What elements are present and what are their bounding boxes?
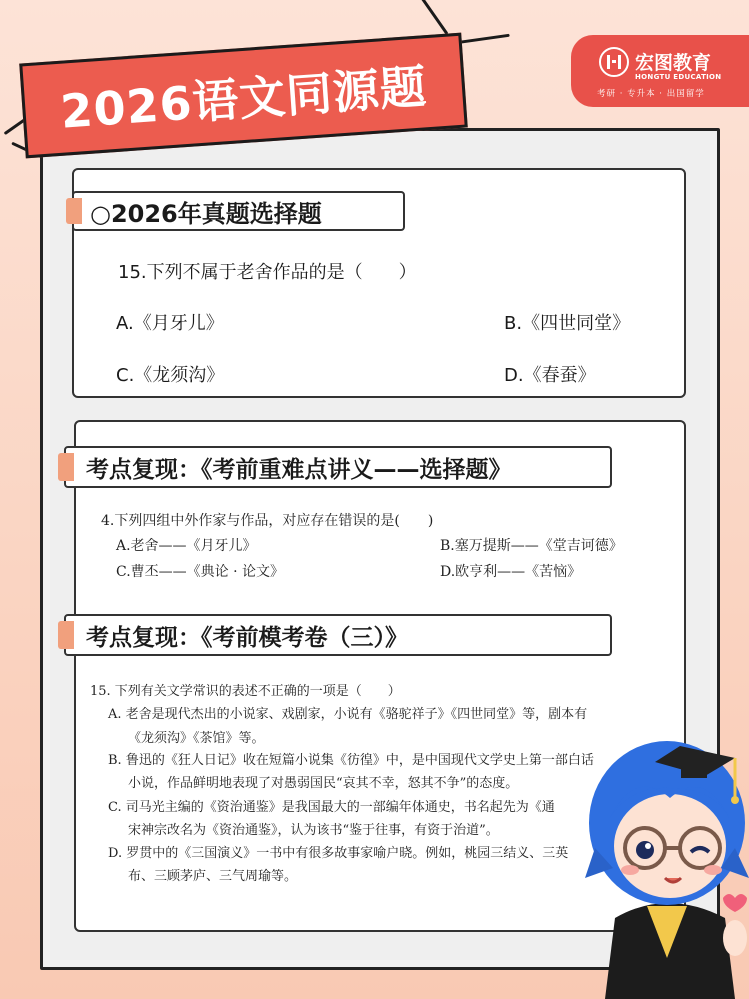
section-tag-exam — [72, 191, 405, 231]
mock-line: 布、三顾茅庐、三气周瑜等。 — [128, 869, 298, 884]
mock-line: 《龙须沟》《茶馆》等。 — [128, 731, 265, 746]
logo-slogan: 考研 · 专升本 · 出国留学 — [597, 89, 705, 99]
handout-question: 4.下列四组中外作家与作品，对应存在错误的是( ) — [101, 513, 434, 529]
logo-name: 宏图教育 — [635, 52, 712, 74]
handout-option-d: D.欧亨利——《苦恼》 — [440, 564, 582, 580]
section-tag-mock — [64, 614, 612, 656]
mock-line: B. 鲁迅的《狂人日记》收在短篇小说集《彷徨》中，是中国现代文学史上第一部白话 — [108, 753, 594, 768]
mock-question: 15. 下列有关文学常识的表述不正确的一项是（ ） — [90, 684, 401, 699]
page-title: 2026语文同源题 — [58, 58, 429, 139]
mock-line: A. 老舍是现代杰出的小说家、戏剧家，小说有《骆驼祥子》《四世同堂》等，剧本有 — [108, 707, 588, 722]
brand-logo — [571, 35, 749, 107]
option-c: C.《龙须沟》 — [116, 365, 225, 386]
decor-line — [412, 0, 449, 35]
section-tag-text: ○2026年真题选择题 — [90, 199, 322, 228]
mock-line: 小说，作品鲜明地表现了对愚弱国民“哀其不幸，怒其不争”的态度。 — [128, 776, 519, 791]
option-b: B.《四世同堂》 — [504, 313, 631, 334]
logo-english: HONGTU EDUCATION — [635, 73, 722, 81]
option-a: A.《月牙儿》 — [116, 313, 224, 334]
section-tag-handout — [64, 446, 612, 488]
mock-line: D. 罗贯中的《三国演义》一书中有很多故事家喻户晓。例如，桃园三结义、三英 — [108, 846, 569, 861]
mock-line: 宋神宗改名为《资治通鉴》，认为该书“鉴于往事，有资于治道”。 — [128, 823, 499, 838]
question-stem: 15.下列不属于老舍作品的是（ ） — [118, 262, 417, 283]
mock-line: C. 司马光主编的《资治通鉴》是我国最大的一部编年体通史，书名起先为《通 — [108, 800, 555, 815]
handout-option-c: C.曹丕——《典论 · 论文》 — [116, 564, 285, 580]
mascot-illustration — [585, 728, 749, 999]
option-d: D.《春蚕》 — [504, 365, 596, 386]
handout-option-b: B.塞万提斯——《堂吉诃德》 — [440, 538, 623, 554]
logo-icon — [599, 47, 629, 77]
handout-option-a: A.老舍——《月牙儿》 — [116, 538, 257, 554]
section-tag-text: 考点复现：《考前模考卷（三）》 — [86, 624, 408, 651]
section-tag-text: 考点复现：《考前重难点讲义——选择题》 — [86, 456, 512, 483]
